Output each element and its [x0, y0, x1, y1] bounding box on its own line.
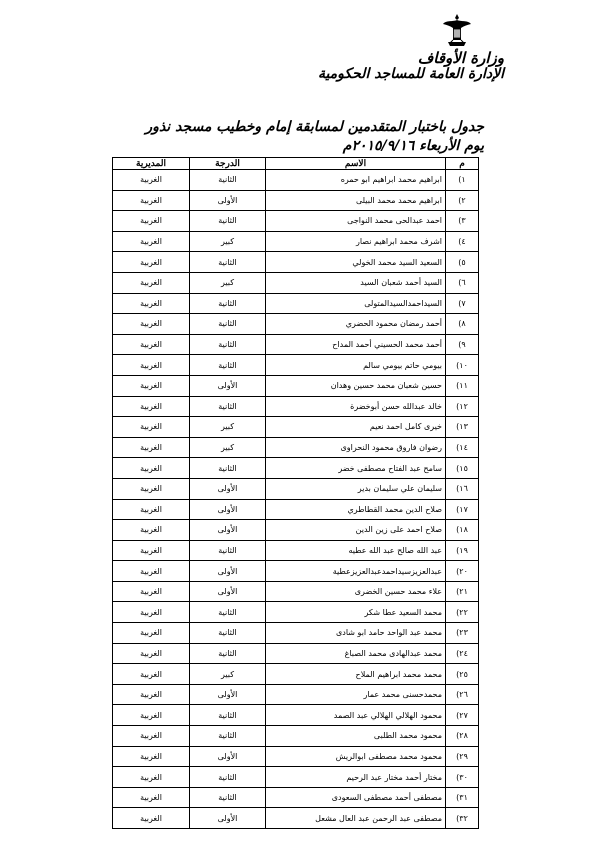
row-directorate: الغربية [113, 581, 190, 602]
row-directorate: الغربية [113, 293, 190, 314]
row-grade: الأولى [190, 375, 266, 396]
row-number: ٢٩) [446, 746, 479, 767]
table-row [113, 520, 479, 541]
table-row [113, 437, 479, 458]
row-name: علاء محمد حسين الخضرى [266, 581, 446, 602]
row-directorate: الغربية [113, 190, 190, 211]
table-row [113, 581, 479, 602]
row-name: محمد عبد الواحد حامد ابو شادى [266, 623, 446, 644]
row-number: ١٦) [446, 478, 479, 499]
row-name: محمود محمد الطلبى [266, 726, 446, 747]
row-directorate: الغربية [113, 211, 190, 232]
table-row [113, 170, 479, 191]
row-directorate: الغربية [113, 561, 190, 582]
table-row [113, 314, 479, 335]
row-name: محمد عبدالهادى محمد الصباغ [266, 643, 446, 664]
row-directorate: الغربية [113, 314, 190, 335]
row-grade: الأولى [190, 190, 266, 211]
eagle-emblem-icon [442, 12, 472, 52]
row-number: ٢) [446, 190, 479, 211]
row-number: ٢٧) [446, 705, 479, 726]
row-grade: الثانية [190, 355, 266, 376]
row-directorate: الغربية [113, 396, 190, 417]
row-directorate: الغربية [113, 540, 190, 561]
table-header-row [113, 158, 479, 170]
row-number: ١) [446, 170, 479, 191]
row-directorate: الغربية [113, 231, 190, 252]
row-directorate: الغربية [113, 767, 190, 788]
row-grade: الثانية [190, 396, 266, 417]
row-name: أحمد رمضان محمود الحضري [266, 314, 446, 335]
row-name: مصطفى أحمد مصطفى السعودى [266, 787, 446, 808]
header-name: الاسم [266, 158, 446, 170]
row-grade: كبير [190, 417, 266, 438]
row-directorate: الغربية [113, 705, 190, 726]
row-grade: كبير [190, 231, 266, 252]
header-directorate: المديرية [113, 158, 190, 170]
row-name: مصطفى عبد الرحمن عبد العال مشعل [266, 808, 446, 829]
row-grade: الثانية [190, 623, 266, 644]
row-number: ١٩) [446, 540, 479, 561]
row-number: ٦) [446, 272, 479, 293]
row-directorate: الغربية [113, 334, 190, 355]
row-directorate: الغربية [113, 499, 190, 520]
row-grade: الأولى [190, 684, 266, 705]
row-grade: الثانية [190, 293, 266, 314]
table-row [113, 334, 479, 355]
table-row [113, 355, 479, 376]
table-row [113, 684, 479, 705]
row-number: ١٤) [446, 437, 479, 458]
row-name: حسين شعبان محمد حسين وهدان [266, 375, 446, 396]
row-name: صلاح احمد على زين الدين [266, 520, 446, 541]
table-row [113, 726, 479, 747]
row-number: ١٣) [446, 417, 479, 438]
table-row [113, 396, 479, 417]
table-row [113, 478, 479, 499]
row-grade: الأولى [190, 561, 266, 582]
document-title [124, 118, 484, 156]
row-number: ١١) [446, 375, 479, 396]
table-row [113, 602, 479, 623]
row-directorate: الغربية [113, 170, 190, 191]
row-number: ٢٦) [446, 684, 479, 705]
row-name: محمد محمد ابراهيم الملاح [266, 664, 446, 685]
row-grade: الأولى [190, 478, 266, 499]
row-grade: الأولى [190, 520, 266, 541]
row-grade: الثانية [190, 334, 266, 355]
row-grade: الثانية [190, 458, 266, 479]
department-name: الإدارة العامة للمساجد الحكومية [317, 66, 504, 82]
row-grade: الثانية [190, 705, 266, 726]
row-name: خالد عبدالله حسن أبوخضرة [266, 396, 446, 417]
table-row [113, 705, 479, 726]
row-directorate: الغربية [113, 684, 190, 705]
table-row [113, 211, 479, 232]
row-grade: الثانية [190, 767, 266, 788]
table-row [113, 664, 479, 685]
row-name: خيرى كامل احمد نعيم [266, 417, 446, 438]
row-grade: الأولى [190, 499, 266, 520]
row-name: سليمان علي سليمان بدير [266, 478, 446, 499]
row-grade: الثانية [190, 787, 266, 808]
row-directorate: الغربية [113, 437, 190, 458]
row-directorate: الغربية [113, 478, 190, 499]
row-name: سامح عبد الفتاح مصطفى خضر [266, 458, 446, 479]
row-name: محمود محمد مصطفى ابوالريش [266, 746, 446, 767]
row-grade: الأولى [190, 746, 266, 767]
row-number: ٢٥) [446, 664, 479, 685]
table-row [113, 252, 479, 273]
row-name: ابراهيم محمد ابراهيم ابو حمره [266, 170, 446, 191]
candidates-table [112, 157, 479, 829]
row-grade: الثانية [190, 602, 266, 623]
row-number: ٥) [446, 252, 479, 273]
row-number: ١٠) [446, 355, 479, 376]
row-directorate: الغربية [113, 726, 190, 747]
row-number: ١٢) [446, 396, 479, 417]
row-grade: الأولى [190, 581, 266, 602]
table-row [113, 787, 479, 808]
row-directorate: الغربية [113, 787, 190, 808]
row-name: عبد الله صالح عبد الله عطيه [266, 540, 446, 561]
row-grade: الثانية [190, 314, 266, 335]
row-number: ٢٨) [446, 726, 479, 747]
row-grade: الثانية [190, 170, 266, 191]
table-row [113, 808, 479, 829]
table-row [113, 499, 479, 520]
row-directorate: الغربية [113, 643, 190, 664]
row-name: السيداحمدالسيدالمتولى [266, 293, 446, 314]
row-number: ٢٤) [446, 643, 479, 664]
row-grade: الثانية [190, 211, 266, 232]
table-row [113, 231, 479, 252]
row-name: رضوان فاروق محمود النحراوى [266, 437, 446, 458]
row-number: ٣) [446, 211, 479, 232]
header-grade: الدرجة [190, 158, 266, 170]
row-directorate: الغربية [113, 417, 190, 438]
row-number: ٢١) [446, 581, 479, 602]
row-grade: الثانية [190, 643, 266, 664]
row-number: ٣١) [446, 787, 479, 808]
row-directorate: الغربية [113, 375, 190, 396]
ministry-name: وزارة الأوقاف [417, 49, 504, 67]
row-name: محمدحسنى محمد عمار [266, 684, 446, 705]
row-grade: الثانية [190, 726, 266, 747]
row-number: ٢٣) [446, 623, 479, 644]
row-grade: الثانية [190, 252, 266, 273]
row-directorate: الغربية [113, 602, 190, 623]
row-number: ٢٢) [446, 602, 479, 623]
title-line-1: جدول باختبار المتقدمين لمسابقة إمام وخطيب مسجد نذور [145, 119, 484, 135]
row-directorate: الغربية [113, 355, 190, 376]
table-row [113, 293, 479, 314]
row-name: مختار أحمد مختار عبد الرحيم [266, 767, 446, 788]
table-row [113, 375, 479, 396]
row-grade: الأولى [190, 808, 266, 829]
row-number: ١٥) [446, 458, 479, 479]
row-grade: الثانية [190, 540, 266, 561]
table-row [113, 190, 479, 211]
table-row [113, 272, 479, 293]
row-name: اشرف محمد ابراهيم نصار [266, 231, 446, 252]
row-number: ٩) [446, 334, 479, 355]
row-number: ٣٢) [446, 808, 479, 829]
table-row [113, 540, 479, 561]
row-directorate: الغربية [113, 272, 190, 293]
ministry-header [318, 50, 504, 82]
row-directorate: الغربية [113, 458, 190, 479]
row-directorate: الغربية [113, 252, 190, 273]
row-directorate: الغربية [113, 746, 190, 767]
table-row [113, 643, 479, 664]
row-directorate: الغربية [113, 520, 190, 541]
row-number: ٤) [446, 231, 479, 252]
row-name: أحمد محمد الحسيني أحمد المداح [266, 334, 446, 355]
table-row [113, 767, 479, 788]
row-number: ١٨) [446, 520, 479, 541]
row-name: محمد السعيد عطا شكر [266, 602, 446, 623]
table-row [113, 458, 479, 479]
row-number: ٧) [446, 293, 479, 314]
row-name: السيد أحمد شعبان السيد [266, 272, 446, 293]
row-number: ١٧) [446, 499, 479, 520]
row-name: ابراهيم محمد محمد البيلى [266, 190, 446, 211]
row-name: عبدالعزيزسيداحمدعبدالعزيزعطية [266, 561, 446, 582]
row-directorate: الغربية [113, 808, 190, 829]
row-name: صلاح الدين محمد القطاطري [266, 499, 446, 520]
table-row [113, 417, 479, 438]
row-grade: كبير [190, 437, 266, 458]
table-row [113, 561, 479, 582]
row-directorate: الغربية [113, 623, 190, 644]
row-number: ٨) [446, 314, 479, 335]
row-name: السعيد السيد محمد الخولي [266, 252, 446, 273]
table-body [113, 170, 479, 829]
table-row [113, 746, 479, 767]
header-num: م [446, 158, 479, 170]
row-number: ٣٠) [446, 767, 479, 788]
table-row [113, 623, 479, 644]
title-line-2: يوم الأربعاء ٢٠١٥/٩/١٦م [342, 138, 484, 154]
row-grade: كبير [190, 664, 266, 685]
row-name: محمود الهلالي الهلالي عبد الصمد [266, 705, 446, 726]
row-directorate: الغربية [113, 664, 190, 685]
row-number: ٢٠) [446, 561, 479, 582]
row-grade: كبير [190, 272, 266, 293]
row-name: بيومي حاتم بيومي سالم [266, 355, 446, 376]
row-name: احمد عبدالحى محمد النواجى [266, 211, 446, 232]
